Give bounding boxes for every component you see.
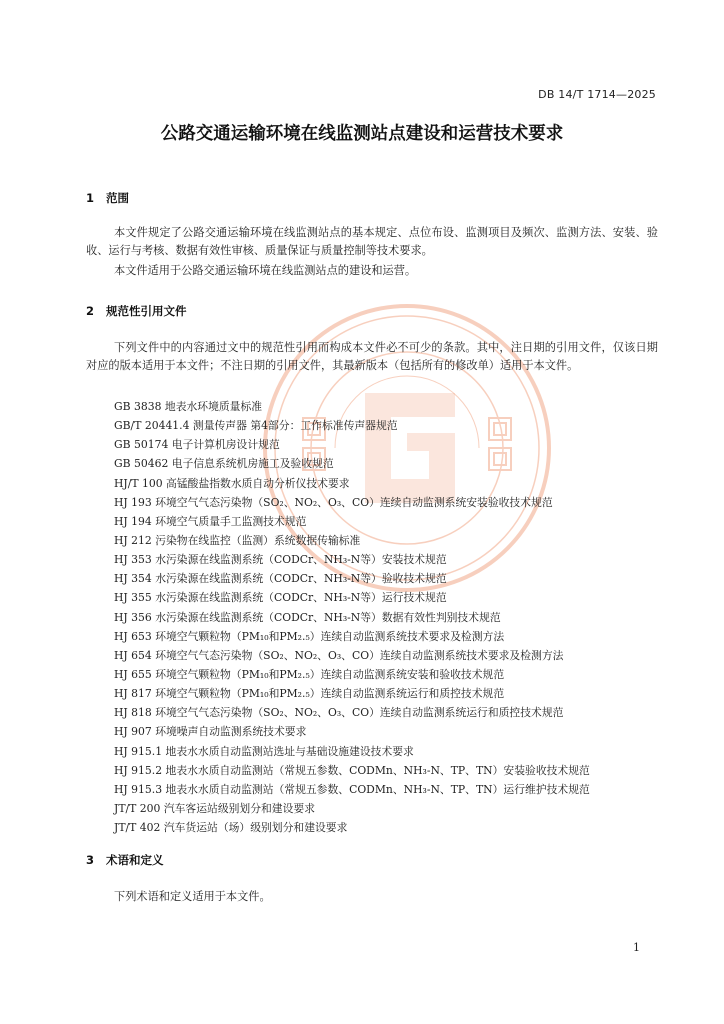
section-2-heading: [86, 303, 187, 319]
standard-code: DB 14/T 1714—2025: [538, 88, 656, 101]
page-number: 1: [633, 941, 640, 954]
reference-item: HJ/T 100 高锰酸盐指数水质自动分析仪技术要求: [114, 476, 350, 490]
section-number: 2: [86, 304, 95, 318]
document-title: 公路交通运输环境在线监测站点建设和运营技术要求: [160, 124, 564, 144]
section-title: 规范性引用文件: [106, 304, 187, 318]
reference-item: HJ 193 环境空气气态污染物（SO₂、NO₂、O₃、CO）连续自动监测系统安装验收技术规范: [114, 495, 553, 509]
reference-list: [114, 397, 674, 837]
reference-item: JT/T 200 汽车客运站级别划分和建设要求: [114, 801, 315, 815]
reference-item: GB 50174 电子计算机房设计规范: [114, 438, 280, 452]
reference-item: HJ 817 环境空气颗粒物（PM₁₀和PM₂.₅）连续自动监测系统运行和质控技术规范: [114, 687, 505, 701]
reference-item: HJ 355 水污染源在线监测系统（CODCr、NH₃-N等）运行技术规范: [114, 591, 447, 605]
reference-item: HJ 356 水污染源在线监测系统（CODCr、NH₃-N等）数据有效性判别技术规范: [114, 610, 501, 624]
reference-item: HJ 907 环境噪声自动监测系统技术要求: [114, 725, 307, 739]
reference-item: HJ 915.2 地表水水质自动监测站（常规五参数、CODMn、NH₃-N、TP、TN）安装验收技术规范: [114, 763, 590, 777]
reference-item: JT/T 402 汽车货运站（场）级别划分和建设要求: [114, 821, 348, 835]
section-3-paragraph-1: 下列术语和定义适用于本文件。: [114, 890, 271, 903]
reference-item: HJ 212 污染物在线监控（监测）系统数据传输标准: [114, 533, 361, 547]
reference-item: HJ 653 环境空气颗粒物（PM₁₀和PM₂.₅）连续自动监测系统技术要求及检测方法: [114, 629, 505, 643]
reference-item: HJ 353 水污染源在线监测系统（CODCr、NH₃-N等）安装技术规范: [114, 553, 447, 567]
reference-item: HJ 915.1 地表水水质自动监测站选址与基础设施建设技术要求: [114, 744, 414, 758]
section-1-heading: [86, 190, 129, 206]
reference-item: GB 3838 地表水环境质量标准: [114, 400, 263, 413]
section-title: 术语和定义: [106, 853, 164, 867]
section-number: 1: [86, 191, 95, 205]
reference-item: HJ 818 环境空气气态污染物（SO₂、NO₂、O₃、CO）连续自动监测系统运行和质控技术规范: [114, 706, 564, 720]
reference-item: HJ 915.3 地表水水质自动监测站（常规五参数、CODMn、NH₃-N、TP、TN）运行维护技术规范: [114, 782, 590, 796]
reference-item: HJ 354 水污染源在线监测系统（CODCr、NH₃-N等）验收技术规范: [114, 572, 447, 586]
section-number: 3: [86, 853, 95, 867]
section-3-heading: [86, 852, 164, 868]
reference-item: HJ 194 环境空气质量手工监测技术规范: [114, 514, 307, 528]
section-1-paragraph-1: 本文件规定了公路交通运输环境在线监测站点的基本规定、点位布设、监测项目及频次、监测方法、安装、验收、运行与考核、数据有效性审核、质量保证与质量控制等技术要求。: [86, 226, 658, 258]
section-2-paragraph-1: 下列文件中的内容通过文中的规范性引用而构成本文件必不可少的条款。其中，注日期的引用文件，仅该日期对应的版本适用于本文件；不注日期的引用文件，其最新版本（包括所有的修改单）适用于本文件。: [86, 341, 658, 373]
section-title: 范围: [106, 191, 129, 205]
reference-item: GB/T 20441.4 测量传声器 第4部分：工作标准传声器规范: [114, 419, 398, 433]
reference-item: GB 50462 电子信息系统机房施工及验收规范: [114, 457, 334, 471]
reference-item: HJ 655 环境空气颗粒物（PM₁₀和PM₂.₅）连续自动监测系统安装和验收技术规范: [114, 667, 505, 681]
reference-item: HJ 654 环境空气气态污染物（SO₂、NO₂、O₃、CO）连续自动监测系统技术要求及检测方法: [114, 648, 564, 662]
section-1-paragraph-2: 本文件适用于公路交通运输环境在线监测站点的建设和运营。: [114, 264, 417, 277]
